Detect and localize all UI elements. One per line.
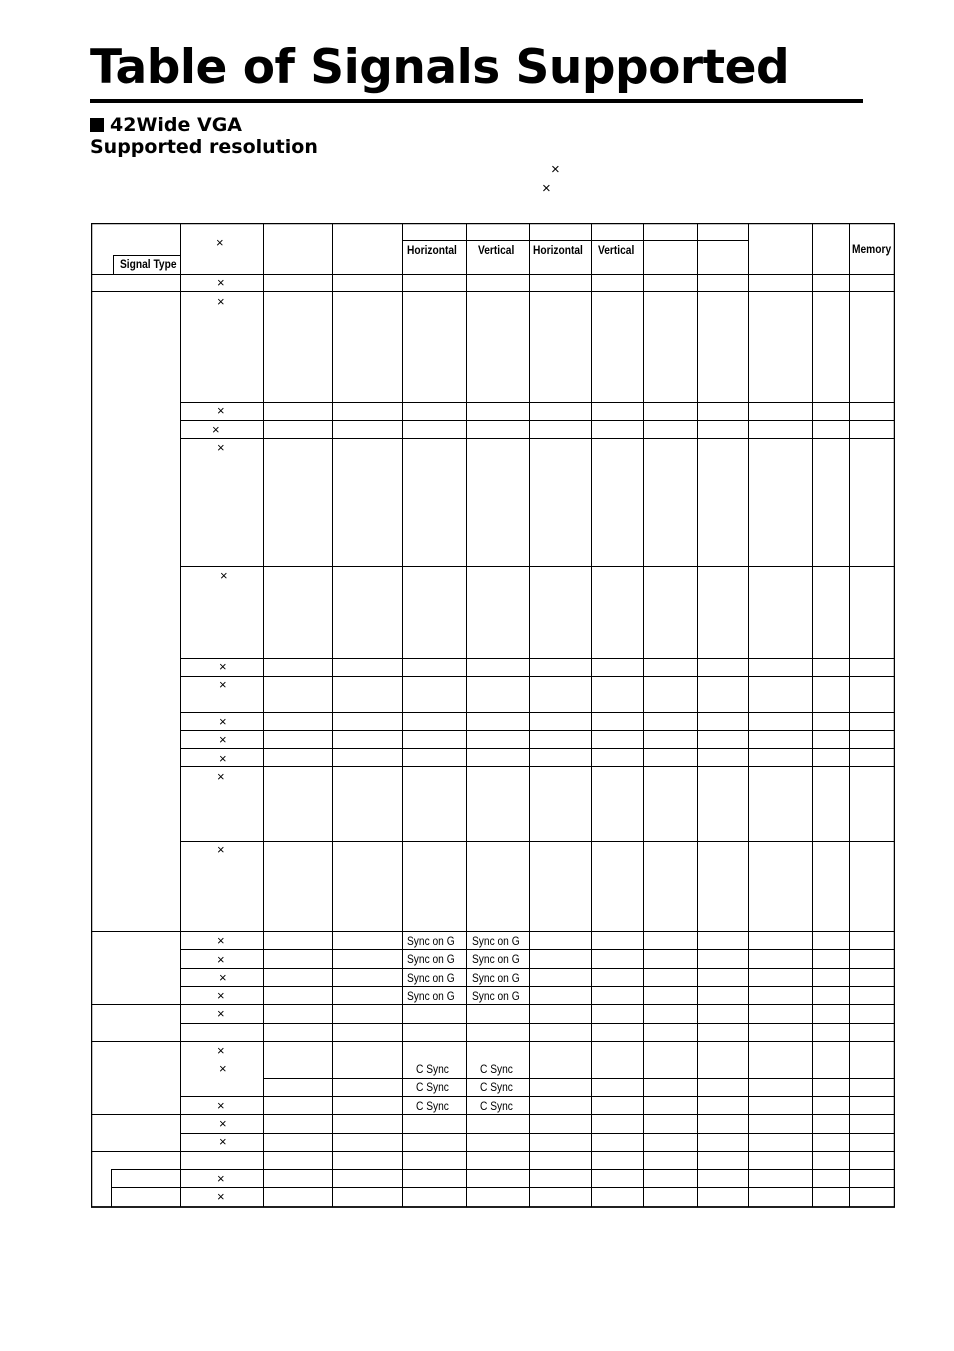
row-x-mark: ×: [219, 751, 227, 766]
header-vertical-2: Vertical: [598, 243, 635, 257]
row-x-mark: ×: [219, 659, 227, 674]
row-x-mark: ×: [219, 1061, 227, 1076]
row-x-mark: ×: [217, 769, 225, 784]
sync-cell: C Sync: [480, 1099, 513, 1113]
header-resolution-x: ×: [216, 235, 224, 250]
row-x-mark: ×: [217, 933, 225, 948]
row-x-mark: ×: [217, 1189, 225, 1204]
row-x-mark: ×: [219, 1134, 227, 1149]
row-x-mark: ×: [219, 677, 227, 692]
row-x-mark: ×: [217, 988, 225, 1003]
title-rule: [90, 99, 863, 103]
row-x-mark: ×: [217, 1006, 225, 1021]
table-grid: [91, 223, 895, 1208]
row-x-mark: ×: [212, 422, 220, 437]
header-memory: Memory: [852, 242, 892, 256]
row-x-mark: ×: [217, 403, 225, 418]
row-x-mark: ×: [219, 732, 227, 747]
row-x-mark: ×: [217, 294, 225, 309]
row-x-mark: ×: [217, 1098, 225, 1113]
row-x-mark: ×: [217, 275, 225, 290]
subheading: Supported resolution: [90, 136, 318, 158]
row-x-mark: ×: [217, 1043, 225, 1058]
sync-cell: Sync on G: [472, 989, 520, 1003]
note-x-mark: ×: [542, 180, 551, 197]
row-x-mark: ×: [217, 440, 225, 455]
square-bullet-icon: [90, 118, 104, 132]
sync-cell: Sync on G: [472, 934, 520, 948]
row-x-mark: ×: [219, 714, 227, 729]
section-heading-text: 42Wide VGA: [110, 114, 243, 136]
page-title: Table of Signals Supported: [90, 40, 790, 95]
row-x-mark: ×: [220, 568, 228, 583]
sync-cell: Sync on G: [472, 971, 520, 985]
section-heading: [90, 114, 242, 137]
row-x-mark: ×: [219, 970, 227, 985]
sync-cell: Sync on G: [407, 989, 455, 1003]
row-x-mark: ×: [217, 952, 225, 967]
header-horizontal-2: Horizontal: [533, 243, 583, 257]
sync-cell: C Sync: [480, 1062, 513, 1076]
sync-cell: Sync on G: [407, 934, 455, 948]
sync-cell: Sync on G: [407, 952, 455, 966]
header-signal-type: Signal Type: [120, 257, 177, 271]
note-x-mark: ×: [551, 161, 560, 178]
header-vertical-1: Vertical: [478, 243, 515, 257]
signals-table: [91, 223, 895, 1208]
sync-cell: C Sync: [416, 1080, 449, 1094]
sync-cell: C Sync: [416, 1062, 449, 1076]
sync-cell: C Sync: [416, 1099, 449, 1113]
sync-cell: Sync on G: [407, 971, 455, 985]
row-x-mark: ×: [217, 1171, 225, 1186]
sync-cell: Sync on G: [472, 952, 520, 966]
row-x-mark: ×: [217, 842, 225, 857]
header-horizontal-1: Horizontal: [407, 243, 457, 257]
row-x-mark: ×: [219, 1116, 227, 1131]
sync-cell: C Sync: [480, 1080, 513, 1094]
